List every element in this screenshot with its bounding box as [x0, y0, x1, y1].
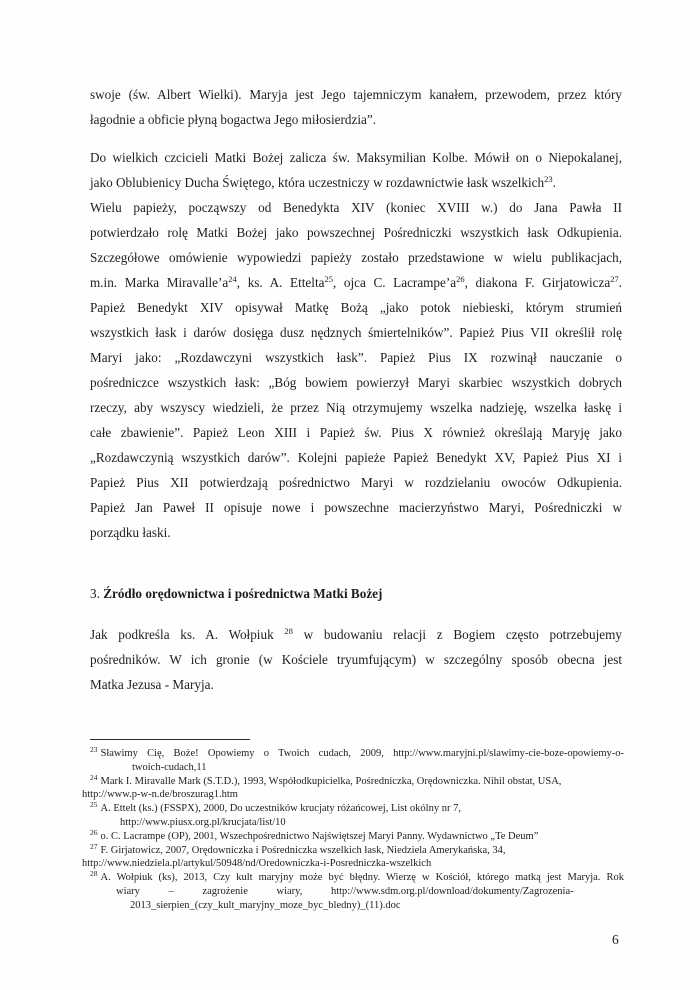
- text-segment: .: [618, 275, 623, 290]
- text-segment: całe zbawienie”. Papież Leon XIII i Papież św. Pius X również określają Maryję jako: [90, 425, 622, 440]
- text-segment: Matka Jezusa - Maryja.: [90, 677, 214, 692]
- footnote-28: [90, 871, 624, 885]
- footnote-24: [90, 772, 624, 789]
- text-line: [90, 470, 622, 495]
- body-text: [90, 82, 622, 697]
- text-segment: Wielu papieży, począwszy od Benedykta XIV (koniec XVIII w.) do Jana Pawła II: [90, 200, 622, 215]
- text-line: [90, 581, 622, 606]
- text-line: [90, 495, 622, 520]
- footnote-text: Mark I. Miravalle Mark (S.T.D.), 1993, Współodkupicielka, Pośredniczka, Orędowniczka. Nihil obstat, USA,: [100, 775, 562, 787]
- footnote-text: 2013_sierpien_(czy_kult_maryjny_moze_byc_bledny)_(11).doc: [130, 899, 401, 911]
- footnote-25: [90, 802, 624, 816]
- text-segment: 3.: [90, 586, 104, 601]
- text-line: [90, 170, 622, 195]
- page-number: 6: [612, 932, 619, 947]
- footnote-line: [82, 857, 624, 871]
- footnote-marker-25: 25: [90, 800, 98, 810]
- text-line: [90, 107, 622, 132]
- footnote-text: http://www.piusx.org.pl/krucjata/list/10: [120, 816, 286, 828]
- footnote-text: http://www.p-w-n.de/broszurag1.htm: [82, 789, 238, 801]
- text-line: [90, 82, 622, 107]
- footnote-marker-28: 28: [90, 869, 98, 879]
- footnote-text: F. Girjatowicz, 2007, Orędowniczka i Pośredniczka wszelkich łask, Niedziela Amerykańska, 34,: [100, 844, 506, 856]
- text-line: [90, 145, 622, 170]
- footnote-23: [90, 747, 624, 761]
- text-line: [90, 195, 622, 220]
- paragraph-4: [90, 622, 622, 697]
- text-line: [90, 320, 622, 345]
- text-line: [90, 395, 622, 420]
- paragraph-1: [90, 82, 622, 132]
- paragraph-2: [90, 145, 622, 195]
- text-segment: Papież Pius XII potwierdzają pośrednictwo Maryi w rozdzielaniu owoców Odkupienia.: [90, 475, 622, 490]
- footnote-text: A. Ettelt (ks.) (FSSPX), 2000, Do uczestników krucjaty różańcowej, List okólny nr 7,: [100, 803, 461, 815]
- footnote-ref-24: 24: [228, 273, 237, 284]
- footnote-line: [82, 788, 624, 802]
- footnote-marker-26: 26: [90, 827, 98, 837]
- text-segment: , ks. A. Ettelta: [236, 275, 325, 290]
- text-segment: Szczegółowe omówienie wypowiedzi papieży zostało przedstawione w wielu publikacjach,: [90, 250, 622, 265]
- footnote-line: [130, 899, 624, 913]
- text-segment: , diakona F. Girjatowicza: [464, 275, 611, 290]
- text-segment: , ojca C. Lacrampe’a: [332, 275, 457, 290]
- text-segment: porządku łaski.: [90, 525, 171, 540]
- footnote-text: Sławimy Cię, Boże! Opowiemy o Twoich cudach, 2009, http://www.maryjni.pl/slawimy-cie-boze-opowiemy-o-: [100, 748, 624, 759]
- footnote-line: [132, 761, 624, 775]
- footnote-line: [120, 816, 624, 830]
- footnote-ref-27: 27: [610, 273, 619, 284]
- footnote-ref-23: 23: [544, 173, 553, 184]
- text-segment: Papież Jan Paweł II opisuje nowe i powszechne macierzyństwo Maryi, Pośredniczki w: [90, 500, 622, 515]
- footnote-line: [116, 885, 624, 899]
- text-segment: pośredników. W ich gronie (w Kościele tryumfującym) w szczególny sposób obecna jest: [90, 652, 622, 667]
- text-line: [90, 647, 622, 672]
- footnote-marker-27: 27: [90, 841, 98, 851]
- text-line: [90, 345, 622, 370]
- footnotes: [82, 745, 624, 913]
- text-segment: m.in. Marka Miravalle’a: [90, 275, 229, 290]
- section-heading: [90, 581, 622, 606]
- text-segment: Do wielkich czcicieli Matki Bożej zalicza św. Maksymilian Kolbe. Mówił on o Niepokalanej,: [90, 150, 622, 165]
- text-line: [90, 420, 622, 445]
- text-line: [90, 270, 622, 295]
- footnote-text: twoich-cudach,11: [132, 761, 207, 773]
- text-segment: rzeczy, aby wszyscy wiedzieli, że przez Nią otrzymujemy wszelka nadzieję, wszelka łaskę i: [90, 400, 622, 415]
- footnote-marker-23: 23: [90, 745, 98, 754]
- text-segment: swoje (św. Albert Wielki). Maryja jest Jego tajemniczym kanałem, przewodem, przez który: [90, 87, 622, 102]
- footnote-marker-24: 24: [90, 772, 98, 782]
- text-segment: „Rozdawczynią wszystkich darów”. Kolejni papieże Papież Benedykt XV, Papież Pius XI i: [90, 450, 622, 465]
- footnote-26: [90, 827, 624, 844]
- text-line: [90, 672, 622, 697]
- footnote-27: [90, 841, 624, 858]
- text-line: [90, 220, 622, 245]
- footnote-ref-28: 28: [284, 625, 293, 636]
- footnote-text: A. Wołpiuk (ks), 2013, Czy kult maryjny może być błędny. Wierzę w Kościół, którego matką jest Maryja. Rok: [100, 872, 624, 884]
- text-line: [90, 295, 622, 320]
- text-segment: Źródło orędownictwa i pośrednictwa Matki Bożej: [103, 586, 383, 601]
- paragraph-3: [90, 195, 622, 545]
- footnote-text: http://www.niedziela.pl/artykul/50948/nd/Oredowniczka-i-Posredniczka-wszelkich: [82, 858, 432, 870]
- text-line: [90, 622, 622, 647]
- text-segment: .: [552, 175, 556, 190]
- text-segment: w budowaniu relacji z Bogiem często potrzebujemy: [292, 627, 622, 642]
- text-line: [90, 520, 622, 545]
- text-line: [90, 370, 622, 395]
- text-segment: potwierdzało rolę Matki Bożej jako powszechnej Pośredniczki wszystkich łask Odkupienia.: [90, 225, 622, 240]
- text-segment: Maryi jako: „Rozdawczyni wszystkich łask”. Papież Pius IX rozwinął nauczanie o: [90, 350, 622, 365]
- footnote-ref-25: 25: [324, 273, 333, 284]
- text-segment: wszystkich łask i darów dosięga dusz nędznych śmiertelników”. Papież Pius VII określił rolę: [90, 325, 622, 340]
- text-segment: jako Oblubienicy Ducha Świętego, która uczestniczy w rozdawnictwie łask wszelkich: [90, 175, 545, 190]
- text-line: [90, 245, 622, 270]
- footnote-separator: [90, 739, 250, 740]
- text-line: [90, 445, 622, 470]
- text-segment: Papież Benedykt XIV opisywał Matkę Bożą „jako potok niebieski, którym strumień: [90, 300, 622, 315]
- text-segment: Jak podkreśla ks. A. Wołpiuk: [90, 627, 285, 642]
- text-segment: łagodnie a obficie płyną bogactwa Jego miłosierdzia”.: [90, 112, 376, 127]
- text-segment: pośredniczce wszystkich łask: „Bóg bowiem powierzył Maryi skarbiec wszystkich dobrych: [90, 375, 622, 390]
- footnote-ref-26: 26: [456, 273, 465, 284]
- footnote-text: o. C. Lacrampe (OP), 2001, Wszechpośrednictwo Najświętszej Maryi Panny. Wydawnictwo „Te Deum”: [100, 830, 539, 842]
- footnote-text: wiary – zagrożenie wiary, http://www.sdm.org.pl/download/dokumenty/Zagrozenia-: [116, 885, 574, 897]
